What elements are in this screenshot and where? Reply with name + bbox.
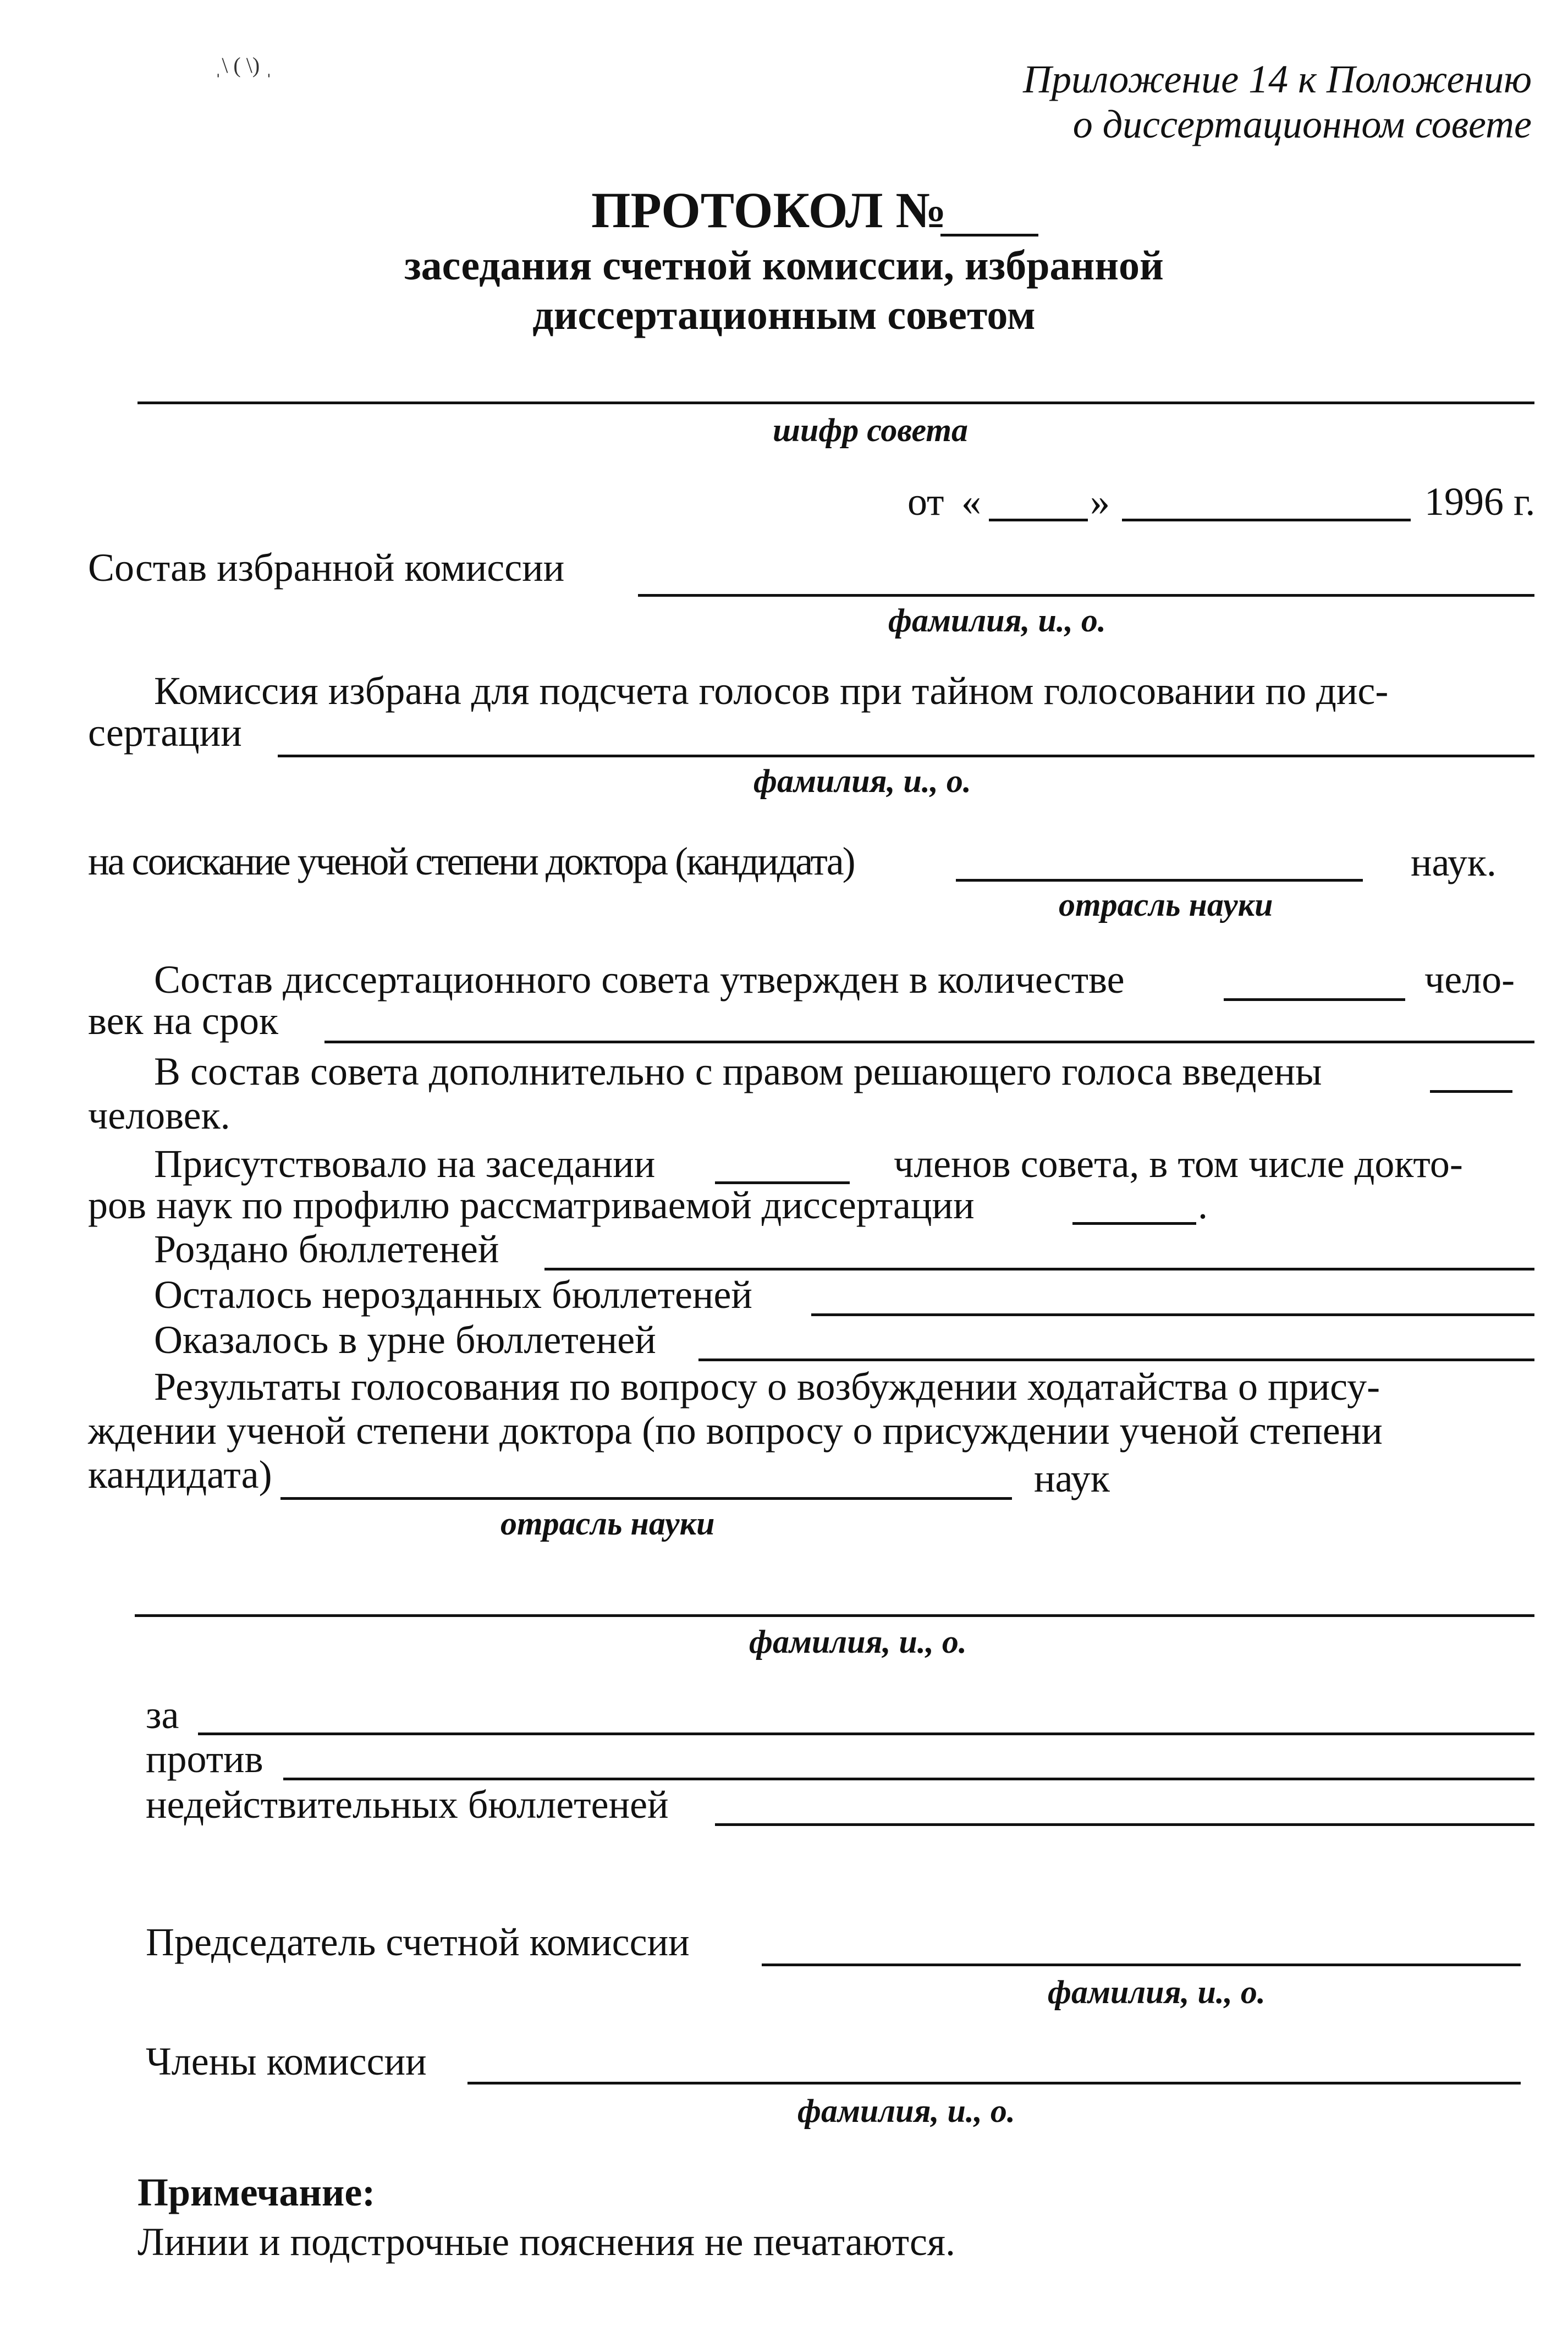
note-text: Линии и подстрочные пояснения не печатаются.: [137, 2220, 956, 2264]
date-year: 1996 г.: [1424, 480, 1536, 524]
votes-for-field[interactable]: [198, 1733, 1534, 1735]
chairman-label: Председатель счетной комиссии: [146, 1920, 690, 1964]
chairman-signature-field[interactable]: [762, 1964, 1521, 1966]
results-line-2: ждении ученой степени доктора (по вопросу о присуждении ученой степени: [88, 1409, 1383, 1453]
results-candidate-field[interactable]: [135, 1614, 1534, 1617]
additional-members-field[interactable]: [1430, 1090, 1512, 1093]
degree-branch-hint: отрасль науки: [1059, 887, 1273, 923]
issued-ballots-field[interactable]: [544, 1268, 1534, 1270]
members-label: Члены комиссии: [146, 2039, 427, 2083]
scan-marks: ˌ\ ( \) ˌ: [214, 53, 273, 78]
commission-elected-line-2: сертации: [88, 711, 242, 755]
title-subline-2: диссертационным советом: [532, 292, 1036, 338]
present-doctors-field[interactable]: [1072, 1222, 1196, 1225]
votes-invalid-field[interactable]: [715, 1823, 1534, 1826]
dissertation-author-field[interactable]: [278, 755, 1534, 757]
remaining-ballots-label: Осталось нерозданных бюллетеней: [154, 1273, 752, 1317]
protocol-number-field[interactable]: [940, 234, 1038, 237]
commission-composition-label: Состав избранной комиссии: [88, 546, 565, 590]
issued-ballots-label: Роздано бюллетеней: [154, 1227, 499, 1271]
results-line-3: кандидата): [88, 1453, 272, 1497]
members-signature-field[interactable]: [467, 2082, 1521, 2084]
council-code-hint: шифр совета: [773, 412, 969, 448]
appendix-line-1: Приложение 14 к Положению: [1023, 57, 1532, 101]
council-approved-line-1-end: чело-: [1424, 958, 1515, 1002]
note-title: Примечание:: [137, 2170, 376, 2214]
results-branch-hint: отрасль науки: [500, 1505, 715, 1542]
dissertation-author-hint: фамилия, и., о.: [753, 763, 971, 799]
additional-members-line-2: человек.: [88, 1093, 230, 1137]
additional-members-line-1: В состав совета дополнительно с правом решающего голоса введены: [154, 1049, 1322, 1093]
degree-label: на соискание ученой степени доктора (кандидата): [88, 839, 854, 883]
title-subline-1: заседания счетной комиссии, избранной: [404, 243, 1164, 289]
urn-ballots-label: Оказалось в урне бюллетеней: [154, 1318, 656, 1362]
results-branch-field[interactable]: [280, 1497, 1012, 1500]
results-line-3-end: наук: [1034, 1456, 1110, 1500]
date-quote-open: «: [961, 480, 981, 524]
date-prefix: от: [907, 480, 944, 524]
date-quote-close: »: [1090, 480, 1110, 524]
present-line-2-end: .: [1198, 1183, 1208, 1227]
degree-branch-field[interactable]: [956, 879, 1363, 882]
remaining-ballots-field[interactable]: [811, 1313, 1534, 1316]
votes-against-label: против: [146, 1737, 263, 1781]
votes-invalid-label: недействительных бюллетеней: [146, 1783, 669, 1827]
council-approved-line-2: век на срок: [88, 999, 278, 1043]
council-term-field[interactable]: [324, 1041, 1534, 1043]
results-line-1: Результаты голосования по вопросу о возбуждении ходатайства о прису-: [154, 1365, 1380, 1409]
chairman-hint: фамилия, и., о.: [1048, 1974, 1266, 2010]
council-code-field[interactable]: [137, 402, 1534, 404]
urn-ballots-field[interactable]: [698, 1358, 1534, 1361]
appendix-line-2: о диссертационном совете: [1072, 102, 1532, 146]
present-line-2: ров наук по профилю рассматриваемой диссертации: [88, 1183, 975, 1227]
date-day-field[interactable]: [989, 519, 1088, 521]
members-hint: фамилия, и., о.: [797, 2093, 1015, 2129]
present-line-1b: членов совета, в том числе докто-: [894, 1142, 1463, 1186]
protocol-title: ПРОТОКОЛ №: [591, 182, 947, 238]
commission-elected-line-1: Комиссия избрана для подсчета голосов при тайном голосовании по дис-: [154, 669, 1389, 713]
degree-suffix: наук.: [1411, 840, 1497, 884]
commission-composition-field[interactable]: [638, 594, 1534, 597]
votes-for-label: за: [146, 1693, 179, 1737]
date-month-field[interactable]: [1122, 519, 1411, 521]
votes-against-field[interactable]: [283, 1778, 1534, 1780]
results-candidate-hint: фамилия, и., о.: [749, 1624, 967, 1660]
commission-composition-hint: фамилия, и., о.: [888, 602, 1106, 639]
council-size-field[interactable]: [1224, 998, 1405, 1001]
present-line-1a: Присутствовало на заседании: [154, 1142, 656, 1186]
council-approved-line-1: Состав диссертационного совета утвержден в количестве: [154, 958, 1125, 1002]
